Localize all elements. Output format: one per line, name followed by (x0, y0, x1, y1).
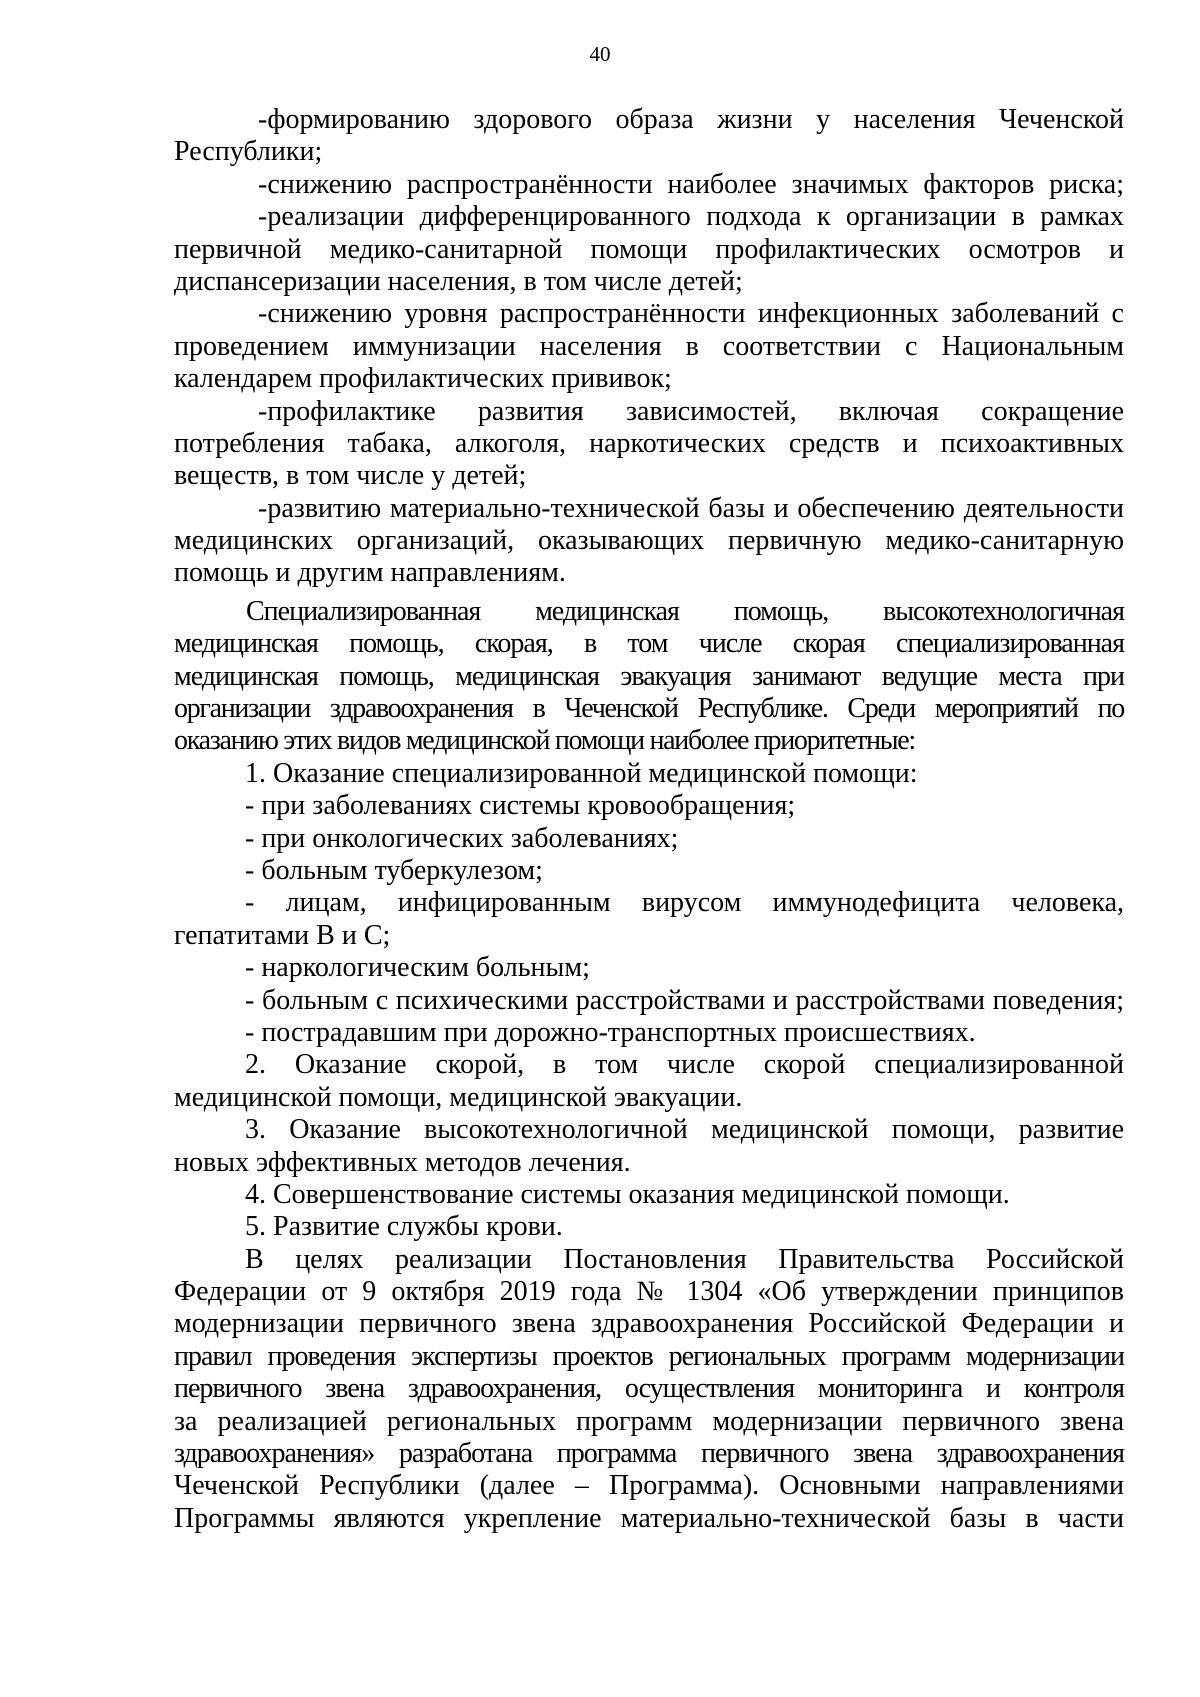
document-body (174, 104, 1124, 1535)
text-line: оказанию этих видов медицинской помощи наиболее приоритетные: (174, 725, 915, 757)
text-line: потребления табака, алкоголя, наркотических средств и психоактивных (174, 427, 1124, 459)
text-line: 5. Развитие службы крови. (245, 1211, 563, 1243)
text-line: веществ, в том числе у детей; (174, 460, 527, 492)
text-line: -формированию здорового образа жизни у населения Чеченской (258, 104, 1124, 135)
text-line: модернизации первичного звена здравоохранения Российской Федерации и (174, 1308, 1124, 1340)
text-line: медицинская помощь, скорая, в том числе скорая специализированная (174, 628, 1124, 660)
text-line: В целях реализации Постановления Правительства Российской (245, 1243, 1124, 1275)
text-line: за реализацией региональных программ модернизации первичного звена (174, 1405, 1124, 1437)
text-line: первичной медико-санитарной помощи профилактических осмотров и (174, 233, 1124, 265)
text-line: -снижению уровня распространённости инфекционных заболеваний с (258, 298, 1124, 330)
text-line: 1. Оказание специализированной медицинской помощи: (245, 757, 918, 789)
text-line: 3. Оказание высокотехнологичной медицинской помощи, развитие (245, 1114, 1124, 1146)
text-line: 2. Оказание скорой, в том числе скорой специализированной (245, 1049, 1124, 1081)
text-line: новых эффективных методов лечения. (174, 1146, 631, 1178)
text-line: - больным туберкулезом; (245, 854, 543, 886)
text-line: первичного звена здравоохранения, осуществления мониторинга и контроля (174, 1373, 1124, 1405)
text-line: организации здравоохранения в Чеченской Республике. Среди мероприятий по (174, 693, 1124, 725)
text-line: - лицам, инфицированным вирусом иммунодефицита человека, (245, 887, 1124, 919)
text-line: - больным с психическими расстройствами и расстройствами поведения; (245, 984, 1124, 1016)
text-line: правил проведения экспертизы проектов региональных программ модернизации (174, 1340, 1124, 1372)
text-line: -реализации дифференцированного подхода к организации в рамках (258, 201, 1124, 233)
text-line: здравоохранения» разработана программа первичного звена здравоохранения (174, 1438, 1124, 1470)
text-line: Федерации от 9 октября 2019 года № 1304 «Об утверждении принципов (174, 1276, 1124, 1308)
text-line: -развитию материально-технической базы и обеспечению деятельности (258, 492, 1124, 524)
text-line: Специализированная медицинская помощь, высокотехнологичная (246, 595, 1124, 627)
text-line: гепатитами В и С; (174, 919, 391, 951)
text-line: Чеченской Республики (далее – Программа). Основными направлениями (174, 1470, 1124, 1502)
text-line: помощь и другим направлениям. (174, 557, 566, 589)
text-line: Республики; (174, 136, 323, 168)
text-line: медицинских организаций, оказывающих первичную медико-санитарную (174, 525, 1124, 557)
text-line: - при онкологических заболеваниях; (245, 822, 679, 854)
text-line: медицинская помощь, медицинская эвакуация занимают ведущие места при (174, 660, 1124, 692)
text-line: Программы являются укрепление материально-технической базы в части (174, 1502, 1124, 1534)
text-line: - пострадавшим при дорожно-транспортных происшествиях. (245, 1016, 976, 1048)
text-line: проведением иммунизации населения в соответствии с Национальным (174, 330, 1124, 362)
text-line: -профилактике развития зависимостей, включая сокращение (258, 395, 1124, 427)
page-number: 40 (589, 42, 611, 66)
text-line: - наркологическим больным; (245, 952, 590, 984)
text-line: - при заболеваниях системы кровообращения; (245, 790, 796, 822)
text-line: диспансеризации населения, в том числе детей; (174, 265, 743, 297)
text-line: календарем профилактических прививок; (174, 363, 672, 395)
text-line: 4. Совершенствование системы оказания медицинской помощи. (245, 1178, 1010, 1210)
text-line: -снижению распространённости наиболее значимых факторов риска; (258, 168, 1124, 200)
text-line: медицинской помощи, медицинской эвакуации. (174, 1081, 743, 1113)
